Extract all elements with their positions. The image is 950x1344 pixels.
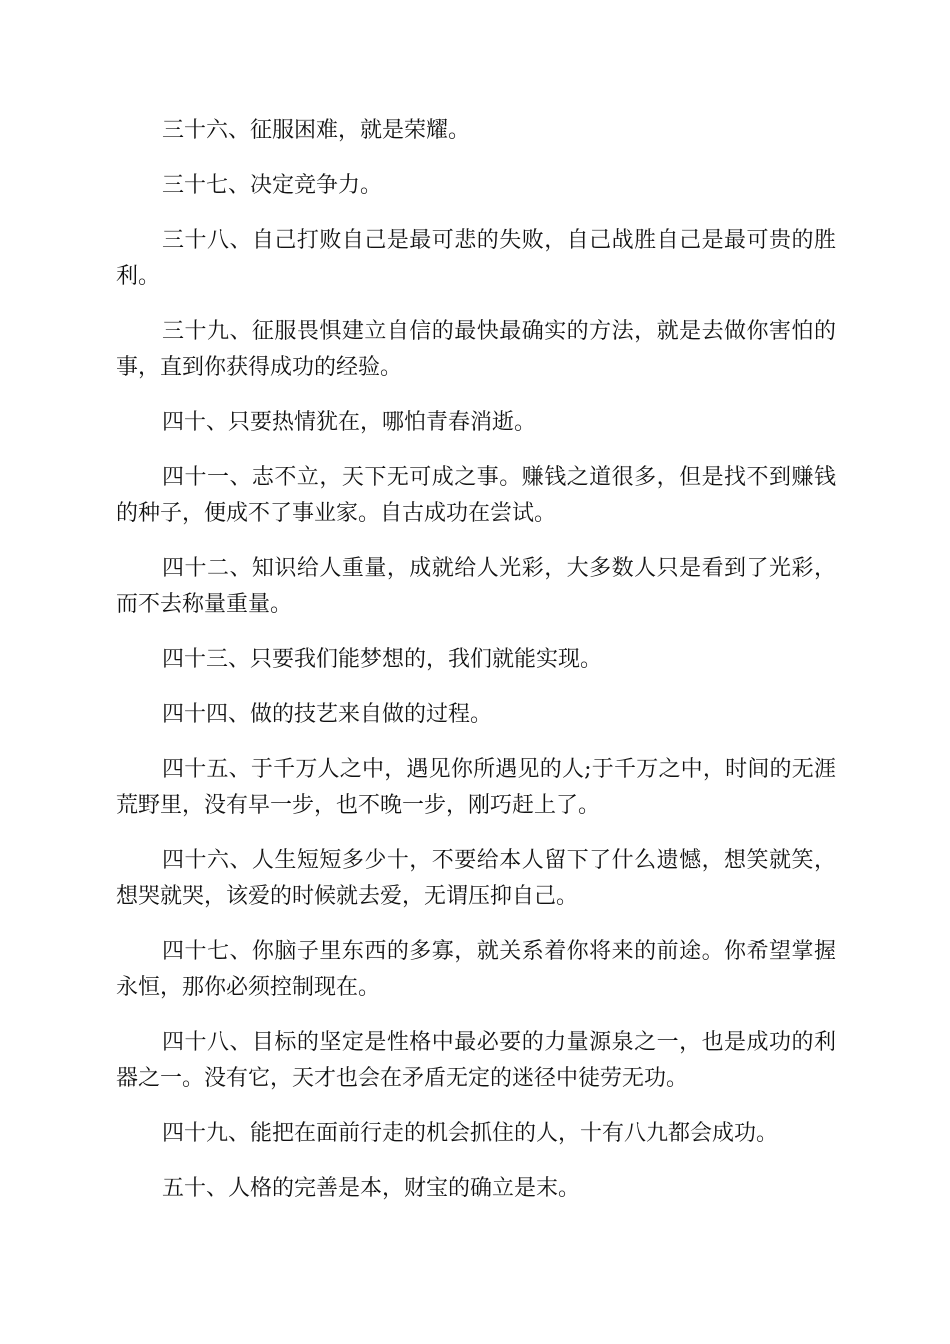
quote-paragraph-37: 三十七、决定竞争力。 (162, 173, 383, 198)
quote-paragraph-44: 四十四、做的技艺来自做的过程。 (162, 702, 493, 727)
quote-paragraph-49: 四十九、能把在面前行走的机会抓住的人，十有八九都会成功。 (162, 1121, 779, 1146)
quote-paragraph-42: 四十二、知识给人重量，成就给人光彩，大多数人只是看到了光彩，而不去称量重量。 (116, 556, 836, 617)
quote-paragraph-48: 四十八、目标的坚定是性格中最必要的力量源泉之一，也是成功的利器之一。没有它，天才也会在矛盾无定的迷径中徒劳无功。 (116, 1030, 836, 1091)
quote-paragraph-47: 四十七、你脑子里东西的多寡，就关系着你将来的前途。你希望掌握永恒，那你必须控制现在。 (116, 939, 836, 1000)
quote-paragraph-38: 三十八、自己打败自己是最可悲的失败，自己战胜自己是最可贵的胜利。 (116, 228, 836, 289)
quote-paragraph-43: 四十三、只要我们能梦想的，我们就能实现。 (162, 647, 603, 672)
quote-paragraph-36: 三十六、征服困难，就是荣耀。 (162, 118, 471, 143)
quote-paragraph-50: 五十、人格的完善是本，财宝的确立是末。 (162, 1176, 581, 1201)
quote-paragraph-45: 四十五、于千万人之中，遇见你所遇见的人;于千万之中，时间的无涯荒野里，没有早一步，也不晚一步，刚巧赶上了。 (116, 757, 836, 818)
quote-paragraph-40: 四十、只要热情犹在，哪怕青春消逝。 (162, 410, 537, 435)
quote-paragraph-39: 三十九、征服畏惧建立自信的最快最确实的方法，就是去做你害怕的事，直到你获得成功的经验。 (116, 319, 836, 380)
quote-paragraph-46: 四十六、人生短短多少十，不要给本人留下了什么遗憾，想笑就笑，想哭就哭，该爱的时候就去爱，无谓压抑自己。 (116, 848, 836, 909)
document-page (116, 113, 836, 1226)
quote-paragraph-41: 四十一、志不立，天下无可成之事。赚钱之道很多，但是找不到赚钱的种子，便成不了事业家。自古成功在尝试。 (116, 465, 836, 526)
